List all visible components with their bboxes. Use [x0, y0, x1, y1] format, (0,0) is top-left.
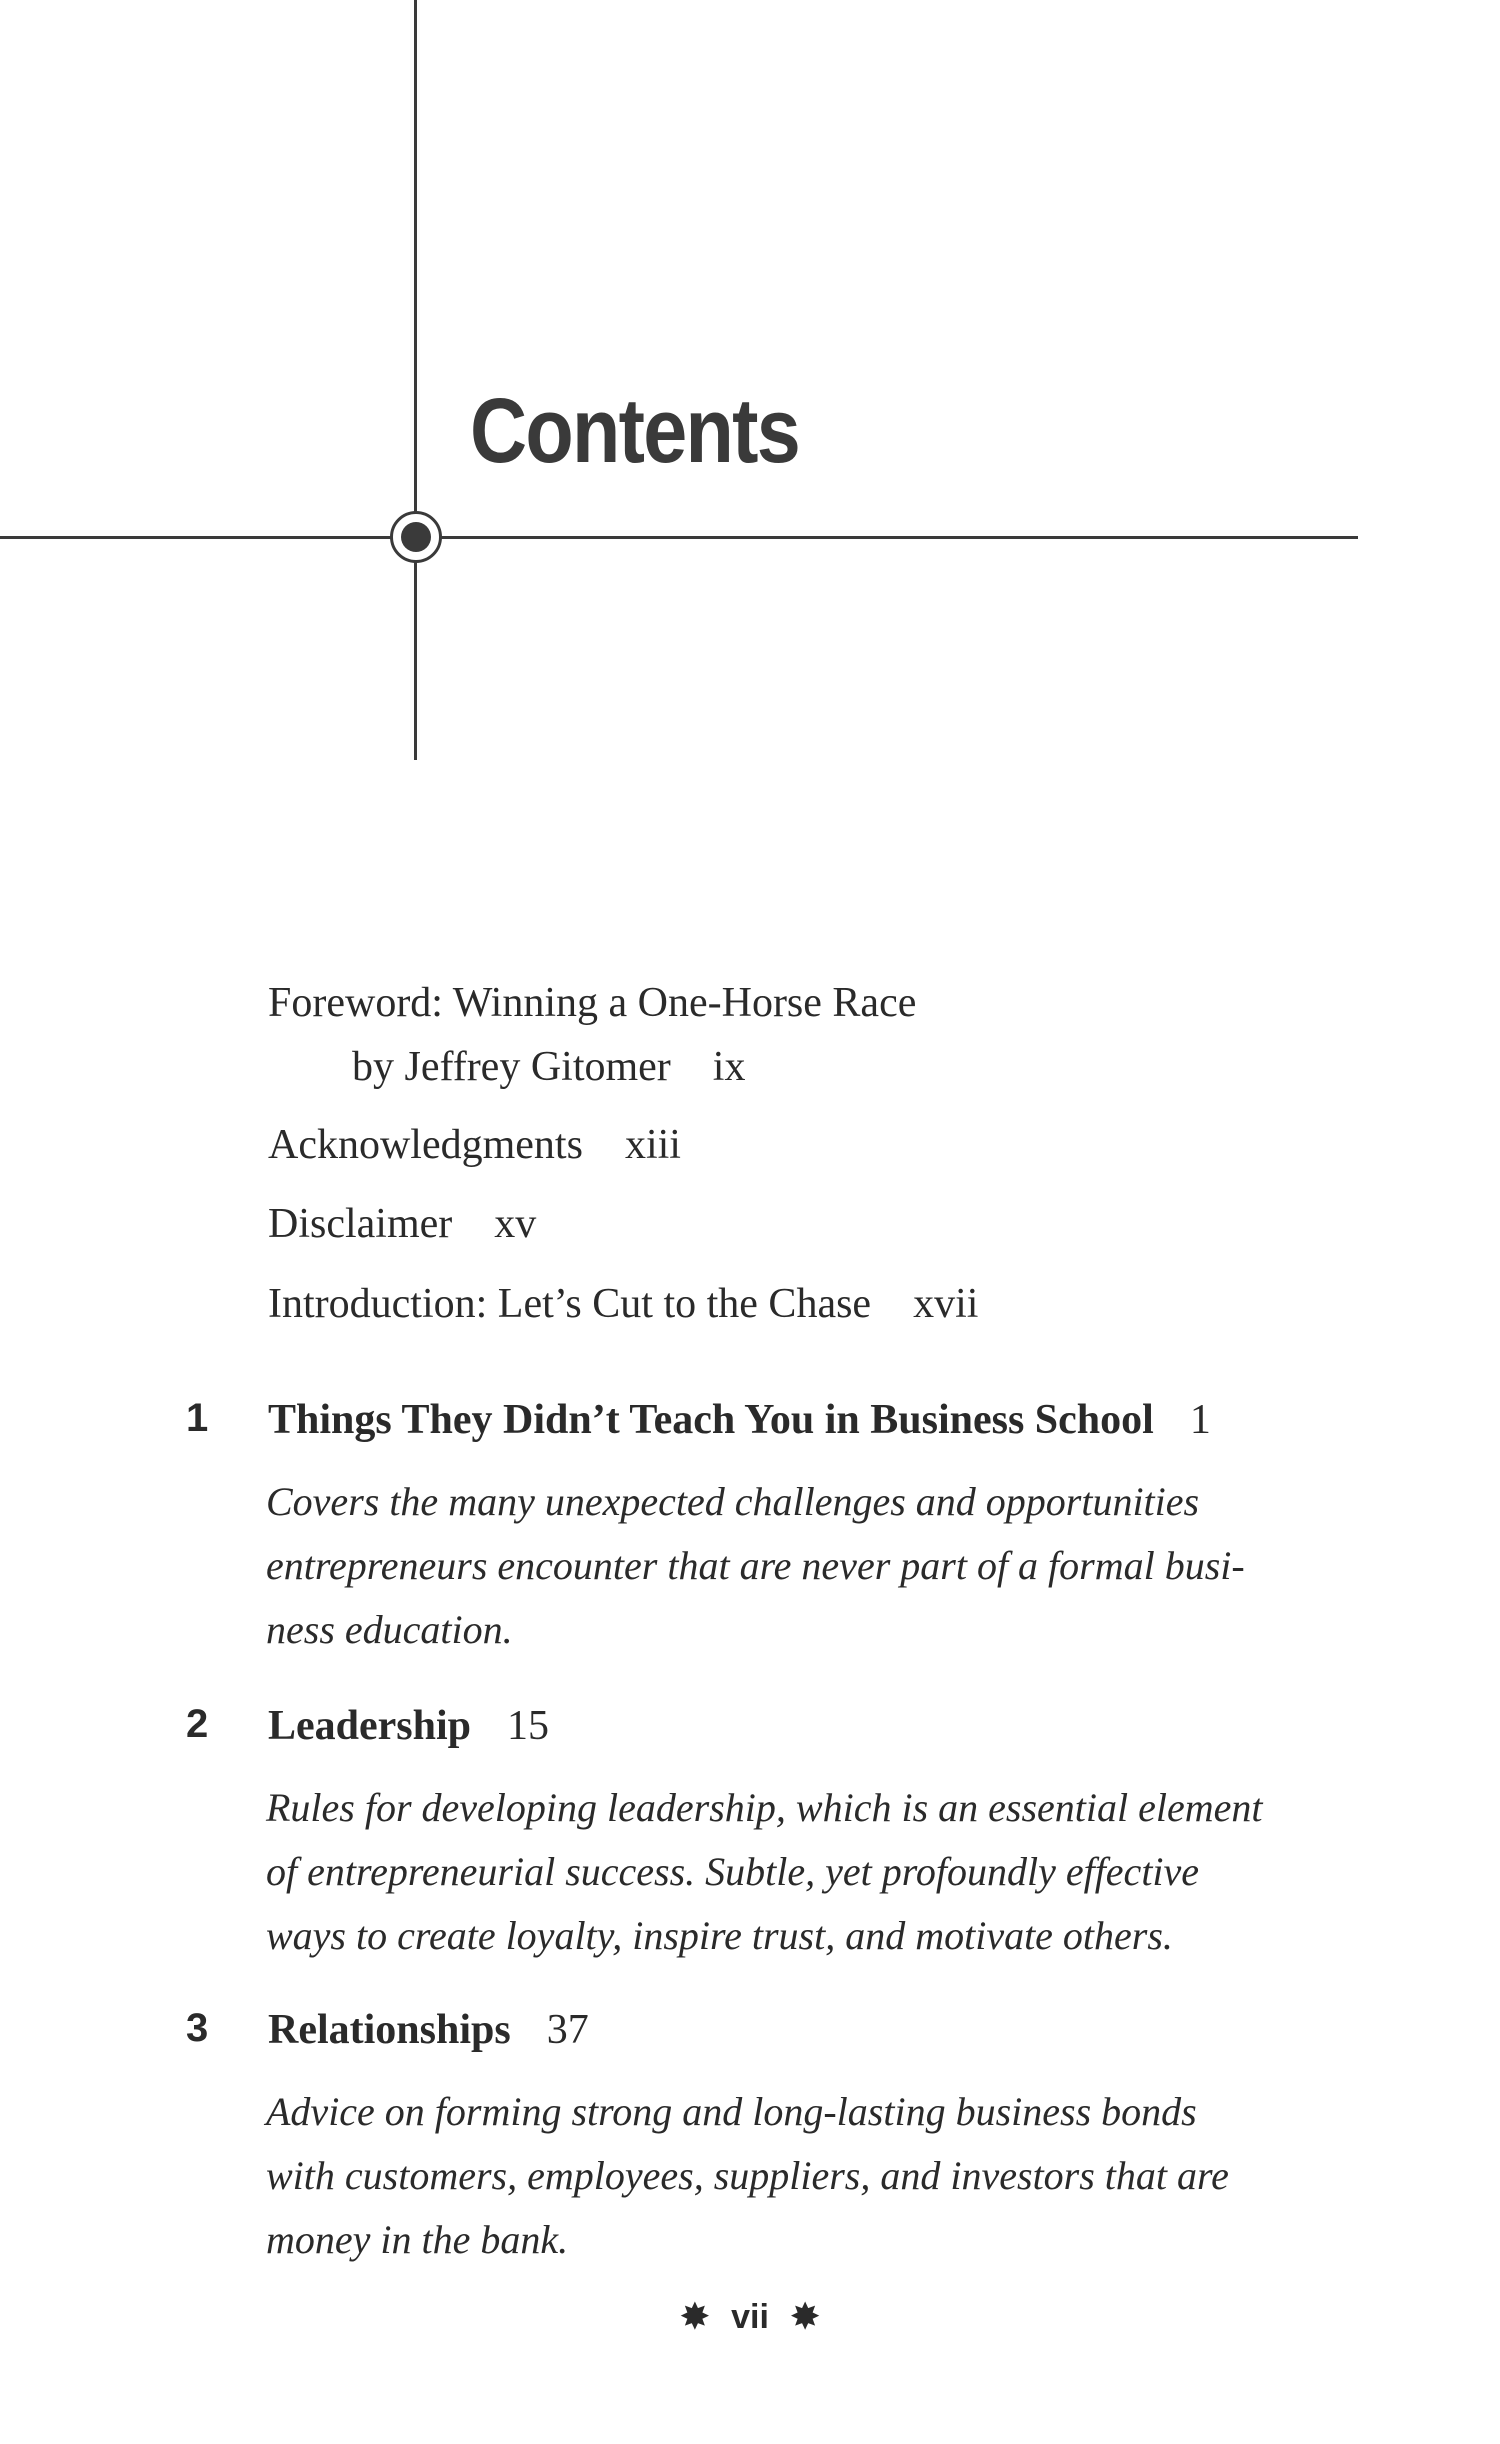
chapter-title: Leadership — [268, 1703, 472, 1749]
chapter-description — [266, 2080, 1326, 2272]
toc-entry-page: xiii — [624, 1122, 681, 1168]
description-line: money in the bank. — [266, 2217, 569, 2262]
chapter-number: 3 — [186, 2006, 209, 2050]
toc-chapter-3[interactable] — [268, 2009, 589, 2051]
chapter-page: 15 — [507, 1703, 550, 1749]
toc-entry-page: ix — [712, 1044, 746, 1090]
description-line: ways to create loyalty, inspire trust, and motivate others. — [266, 1913, 1173, 1958]
toc-chapter-2[interactable] — [268, 1705, 549, 1747]
description-line: Advice on forming strong and long-lasting business bonds — [266, 2089, 1197, 2134]
toc-entry-foreword[interactable] — [268, 982, 916, 1024]
folio: vii — [731, 2298, 769, 2336]
vertical-rule — [414, 0, 417, 760]
chapter-description — [266, 1776, 1326, 1968]
chapter-page: 1 — [1189, 1397, 1211, 1443]
description-line: ness education. — [266, 1607, 513, 1652]
description-line: of entrepreneurial success. Subtle, yet profoundly effective — [266, 1849, 1200, 1894]
toc-entry-page: xvii — [913, 1281, 979, 1327]
toc-entry-subtitle: by Jeffrey Gitomer — [352, 1044, 671, 1090]
chapter-description — [266, 1470, 1326, 1662]
toc-chapter-1[interactable] — [268, 1399, 1211, 1441]
description-line: Rules for developing leadership, which is an essential element — [266, 1785, 1263, 1830]
chapter-title: Relationships — [268, 2007, 511, 2053]
toc-entry-title: Introduction: Let’s Cut to the Chase — [268, 1281, 872, 1327]
toc-entry-page: xv — [494, 1201, 537, 1247]
description-line: entrepreneurs encounter that are never part of a formal busi- — [266, 1543, 1245, 1588]
description-line: with customers, employees, suppliers, and investors that are — [266, 2153, 1229, 2198]
crosshair-dot-icon — [390, 511, 442, 563]
chapter-title: Things They Didn’t Teach You in Business School — [268, 1397, 1154, 1443]
chapter-number: 1 — [186, 1396, 209, 1440]
toc-entry-disclaimer[interactable] — [268, 1203, 536, 1245]
toc-entry-title: Foreword: Winning a One-Horse Race — [268, 980, 917, 1026]
chapter-number: 2 — [186, 1702, 209, 1746]
toc-entry-introduction[interactable] — [268, 1283, 978, 1325]
toc-entry-title: Acknowledgments — [268, 1122, 583, 1168]
horizontal-rule — [0, 536, 1358, 539]
toc-entry-foreword-byline[interactable] — [352, 1046, 745, 1088]
description-line: Covers the many unexpected challenges and opportunities — [266, 1479, 1200, 1524]
ornament-icon: ✸ — [680, 2298, 710, 2336]
chapter-page: 37 — [546, 2007, 589, 2053]
ornament-icon: ✸ — [790, 2298, 820, 2336]
page-footer — [0, 2300, 1500, 2334]
toc-entry-title: Disclaimer — [268, 1201, 453, 1247]
toc-entry-acknowledgments[interactable] — [268, 1124, 681, 1166]
page-title: Contents — [470, 380, 800, 482]
